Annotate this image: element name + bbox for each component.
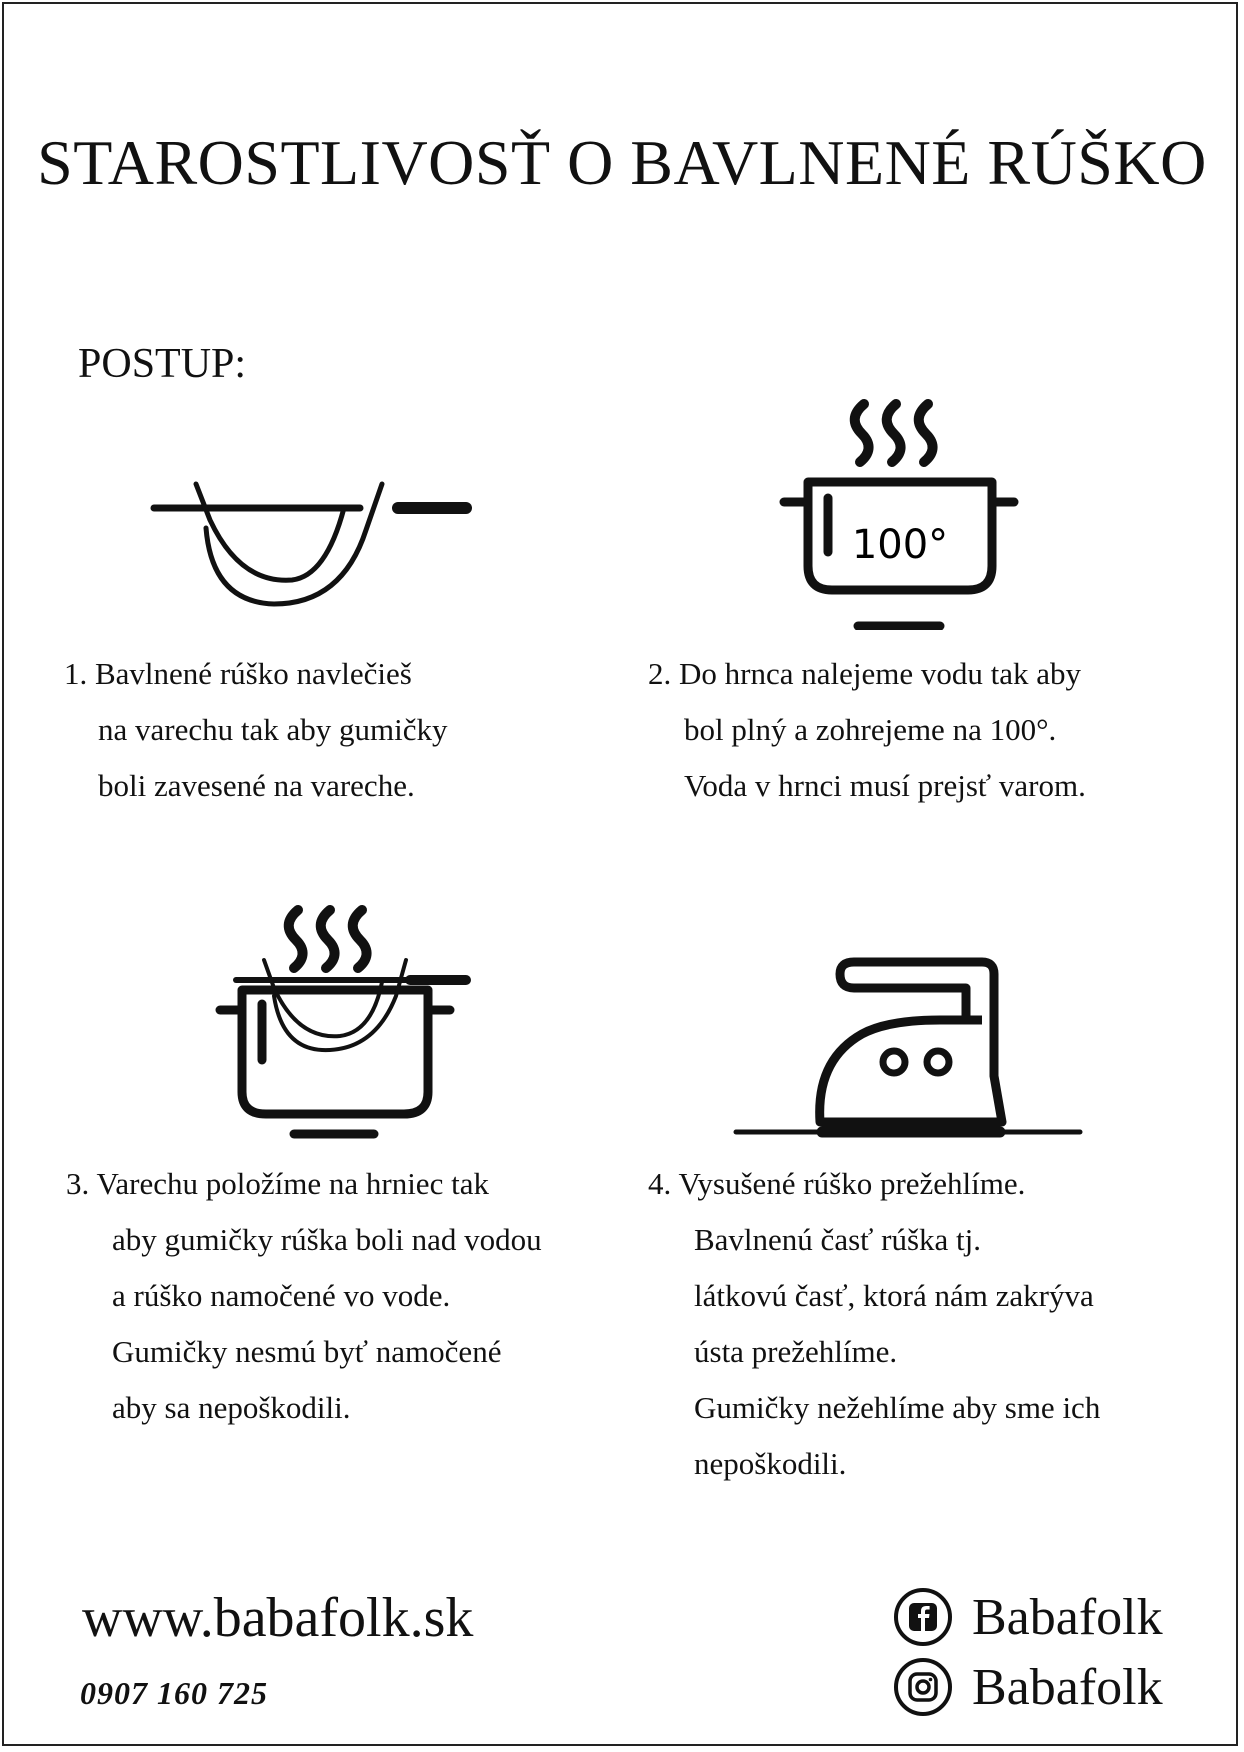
step-text-line: nepoškodili. [694, 1446, 847, 1481]
instagram-name: Babafolk [972, 1658, 1163, 1716]
step-number: 1. [64, 656, 88, 691]
step-text-line: Do hrnca nalejeme vodu tak aby [679, 656, 1081, 691]
facebook-link[interactable] [892, 1586, 1163, 1648]
boiling-pot-icon [778, 390, 1028, 630]
step-text-line: Varechu položíme na hrniec tak [96, 1166, 489, 1201]
step-4 [648, 1156, 1100, 1492]
step-text-line: a rúško namočené vo vode. [112, 1278, 451, 1313]
phone-number: 0907 160 725 [80, 1675, 268, 1711]
mask-in-boiling-pot-icon [214, 900, 484, 1140]
step-1 [64, 646, 447, 814]
instagram-link[interactable] [892, 1656, 1163, 1718]
step-text-line: aby sa nepoškodili. [112, 1390, 351, 1425]
page-title: STAROSTLIVOSŤ O BAVLNENÉ RÚŠKO [37, 127, 1207, 198]
instagram-icon [892, 1656, 954, 1718]
step-text-line: Gumičky nesmú byť namočené [112, 1334, 502, 1369]
step-text-line: látkovú časť, ktorá nám zakrýva [694, 1278, 1094, 1313]
step-text-line: bol plný a zohrejeme na 100°. [684, 712, 1057, 747]
step-text-line: Voda v hrnci musí prejsť varom. [684, 768, 1086, 803]
step-text-line: na varechu tak aby gumičky [98, 712, 448, 747]
facebook-icon [892, 1586, 954, 1648]
iron-icon [730, 950, 1090, 1140]
mask-on-ladle-icon [150, 478, 480, 608]
step-text-line: Gumičky nežehlíme aby sme ich [694, 1390, 1101, 1425]
step-text-line: Vysušené rúško prežehlíme. [678, 1166, 1026, 1201]
facebook-name: Babafolk [972, 1588, 1163, 1646]
step-number: 3. [66, 1166, 90, 1201]
step-text-line: Bavlnené rúško navlečieš [95, 656, 412, 691]
step-number: 2. [648, 656, 672, 691]
step-text-line: Bavlnenú časť rúška tj. [694, 1222, 982, 1257]
step-3 [66, 1156, 542, 1436]
step-text-line: ústa prežehlíme. [694, 1334, 898, 1369]
website-link[interactable]: www.babafolk.sk [82, 1587, 474, 1649]
pot-temperature-label: 100° [851, 522, 949, 568]
step-number: 4. [648, 1166, 672, 1201]
step-text-line: aby gumičky rúška boli nad vodou [112, 1222, 542, 1257]
step-text-line: boli zavesené na vareche. [98, 768, 415, 803]
step-2 [648, 646, 1086, 814]
procedure-heading: POSTUP: [78, 341, 247, 387]
